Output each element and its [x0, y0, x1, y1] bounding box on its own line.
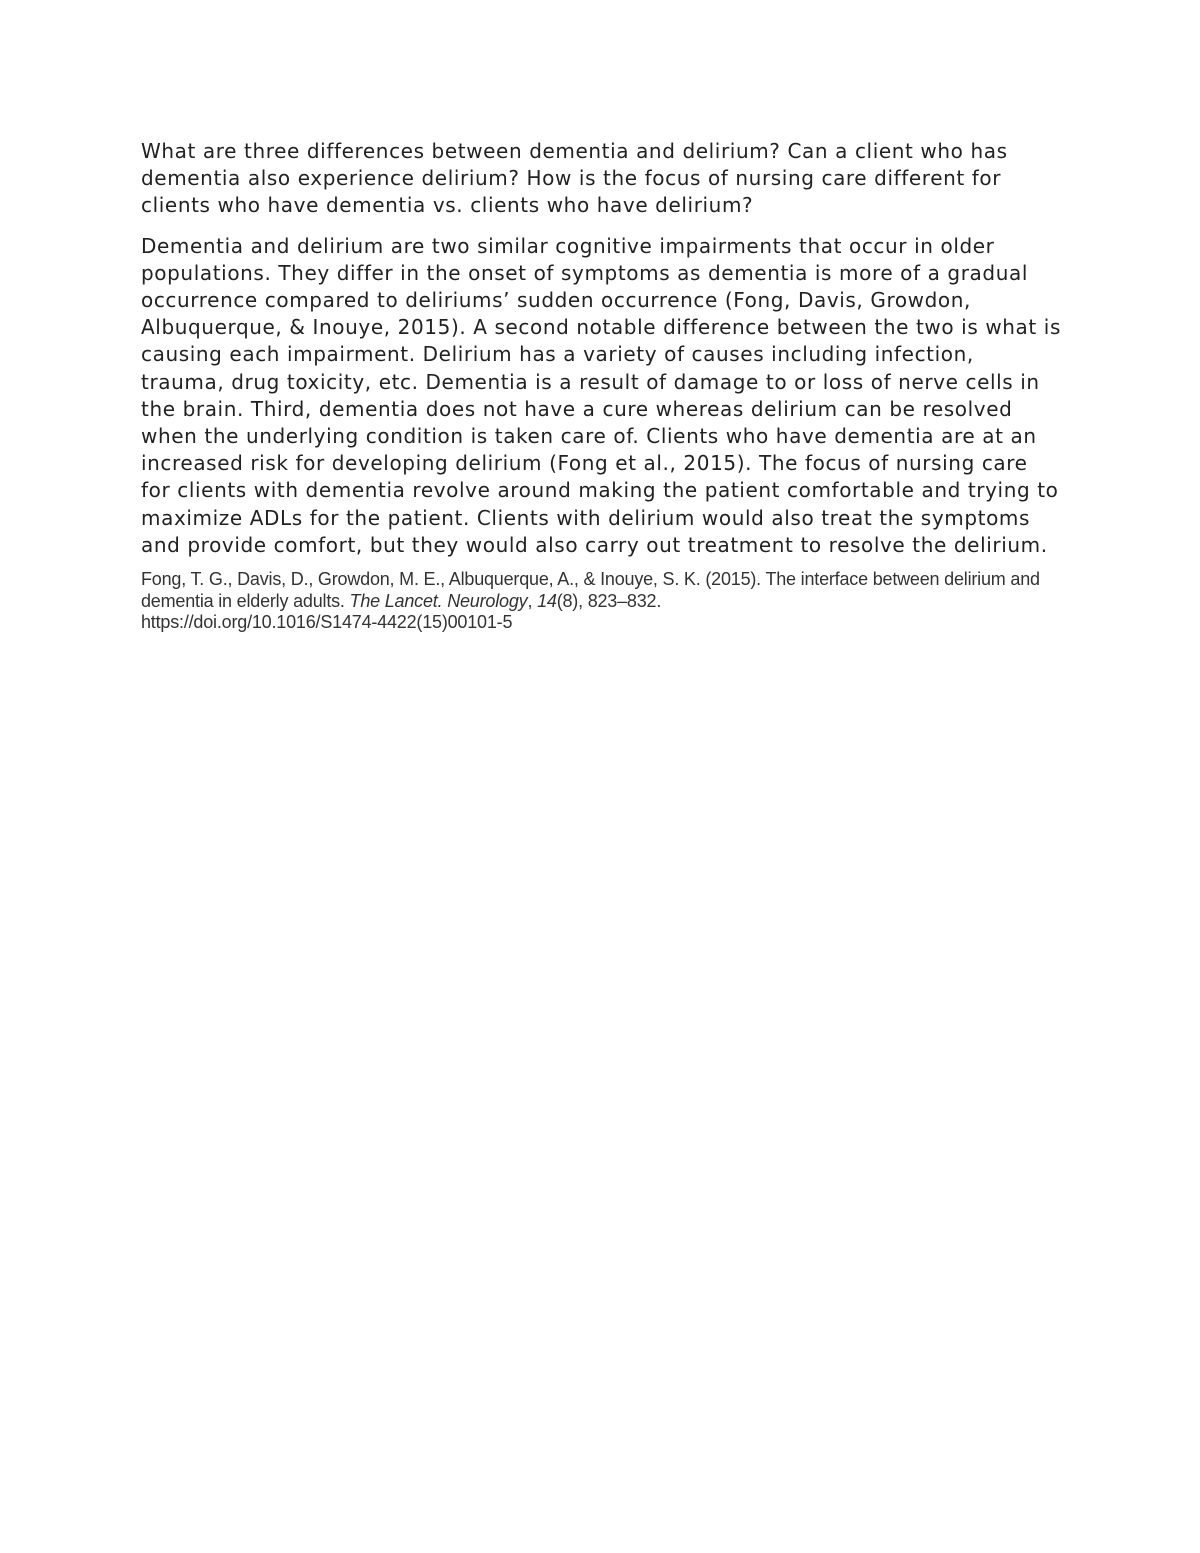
reference-volume: 14: [537, 590, 557, 611]
reference-separator: ,: [527, 590, 538, 611]
reference-authors-title: Fong, T. G., Davis, D., Growdon, M. E., Albuquerque, A., & Inouye, S. K. (2015). The interface between delirium and dementia in elderly adults.: [141, 569, 1040, 611]
reference-journal: The Lancet. Neurology: [349, 590, 528, 611]
reference-doi: https://doi.org/10.1016/S1474-4422(15)00101-5: [141, 612, 513, 633]
question-paragraph: What are three differences between dementia and delirium? Can a client who has dementia also experience delirium? How is the focus of nursing care different for clients who have dementia vs. clients who have delirium?: [141, 139, 1008, 218]
document-content: [141, 138, 1061, 634]
reference-issue-pages: (8), 823–832.: [556, 590, 662, 611]
reference-citation: [141, 569, 1061, 634]
answer-paragraph: Dementia and delirium are two similar cognitive impairments that occur in older populations. They differ in the onset of symptoms as dementia is more of a gradual occurrence compared to deliriums’ sudden occurrence (Fong, Davis, Growdon, Albuquerque, & Inouye, 2015). A second notable difference between the two is what is causing each impairment. Delirium has a variety of causes including infection, trauma, drug toxicity, etc. Dementia is a result of damage to or loss of nerve cells in the brain. Third, dementia does not have a cure whereas delirium can be resolved when the underlying condition is taken care of. Clients who have dementia are at an increased risk for developing delirium (Fong et al., 2015). The focus of nursing care for clients with dementia revolve around making the patient comfortable and trying to maximize ADLs for the patient. Clients with delirium would also treat the symptoms and provide comfort, but they would also carry out treatment to resolve the delirium.: [141, 233, 1061, 557]
